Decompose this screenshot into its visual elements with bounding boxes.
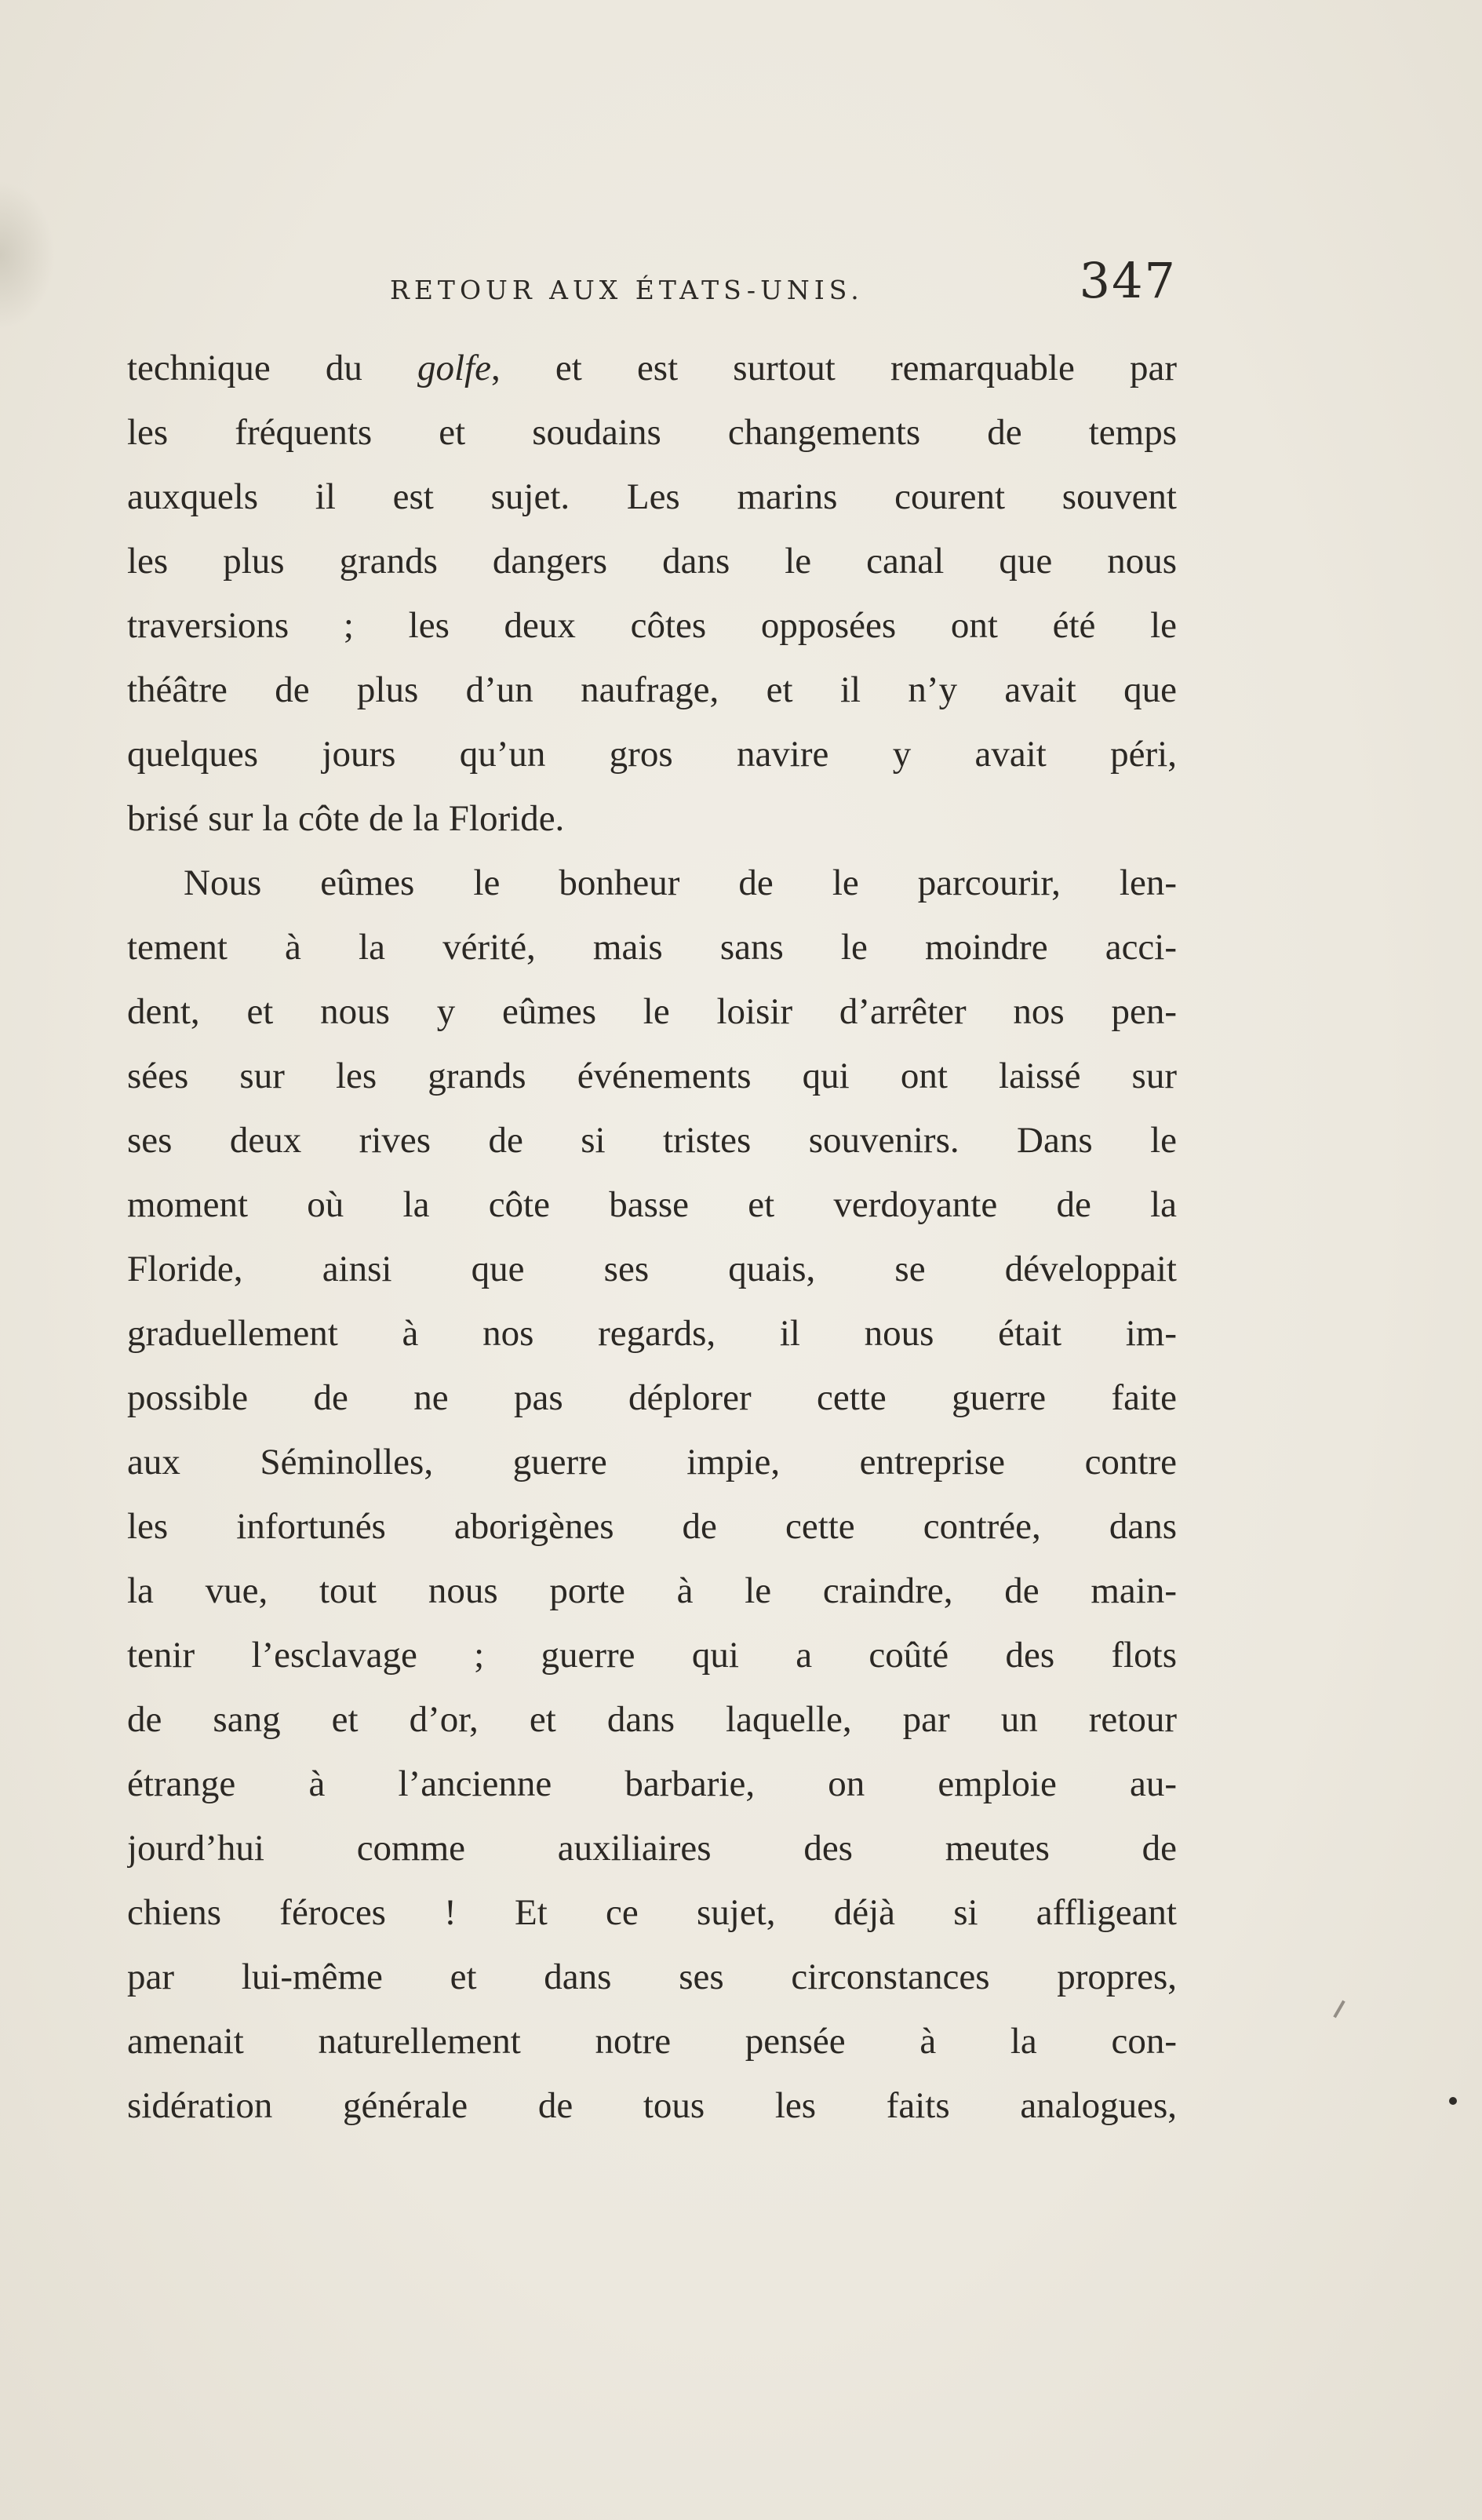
paragraph-start-line: Nous eûmes le bonheur de le parcourir, len-: [184, 862, 1177, 903]
italic-word: golfe: [417, 348, 491, 388]
text-segment: , et est surtout remarquable par: [490, 348, 1177, 388]
text-line: aux Séminolles, guerre impie, entreprise contre: [127, 1442, 1177, 1482]
text-line: tement à la vérité, mais sans le moindre acci-: [127, 927, 1177, 968]
running-head: RETOUR AUX ÉTATS-UNIS.: [390, 275, 864, 305]
page-stain: [0, 181, 55, 330]
text-line: jourd’hui comme auxiliaires des meutes de: [127, 1828, 1177, 1869]
text-line: les infortunés aborigènes de cette contrée, dans: [127, 1506, 1177, 1547]
text-line: Floride, ainsi que ses quais, se développait: [127, 1249, 1177, 1289]
text-line: possible de ne pas déplorer cette guerre faite: [127, 1377, 1177, 1418]
margin-pencil-mark: [1333, 2000, 1345, 2019]
text-line: traversions ; les deux côtes opposées ont été le: [127, 605, 1177, 646]
text-line: auxquels il est sujet. Les marins courent souvent: [127, 476, 1177, 517]
text-line: chiens féroces ! Et ce sujet, déjà si affligeant: [127, 1892, 1177, 1933]
text-line: moment où la côte basse et verdoyante de la: [127, 1184, 1177, 1225]
text-segment: technique du: [127, 348, 417, 388]
text-line: graduellement à nos regards, il nous était im-: [127, 1313, 1177, 1354]
text-line: étrange à l’ancienne barbarie, on emploie au-: [127, 1763, 1177, 1804]
text-line: dent, et nous y eûmes le loisir d’arrêter nos pen-: [127, 991, 1177, 1032]
text-line: les plus grands dangers dans le canal que nous: [127, 541, 1177, 582]
text-line: les fréquents et soudains changements de temps: [127, 412, 1177, 453]
text-line: théâtre de plus d’un naufrage, et il n’y avait que: [127, 669, 1177, 710]
text-line: sidération générale de tous les faits analogues,: [127, 2085, 1177, 2126]
text-line: ses deux rives de si tristes souvenirs. Dans le: [127, 1120, 1177, 1161]
text-line: quelques jours qu’un gros navire y avait péri,: [127, 734, 1177, 775]
page-header: [127, 250, 1177, 325]
page-number: 347: [1079, 252, 1177, 309]
text-line: sées sur les grands événements qui ont laissé sur: [127, 1056, 1177, 1096]
text-line: de sang et d’or, et dans laquelle, par un retour: [127, 1699, 1177, 1740]
text-line: tenir l’esclavage ; guerre qui a coûté des flots: [127, 1635, 1177, 1676]
margin-ink-dot: [1449, 2097, 1457, 2105]
text-line: brisé sur la côte de la Floride.: [127, 798, 565, 839]
body-text: [127, 336, 1177, 2138]
text-line: amenait naturellement notre pensée à la con-: [127, 2021, 1177, 2062]
text-line: la vue, tout nous porte à le craindre, de main-: [127, 1570, 1177, 1611]
text-line: par lui-même et dans ses circonstances propres,: [127, 1957, 1177, 1997]
text-line: [127, 336, 1177, 400]
